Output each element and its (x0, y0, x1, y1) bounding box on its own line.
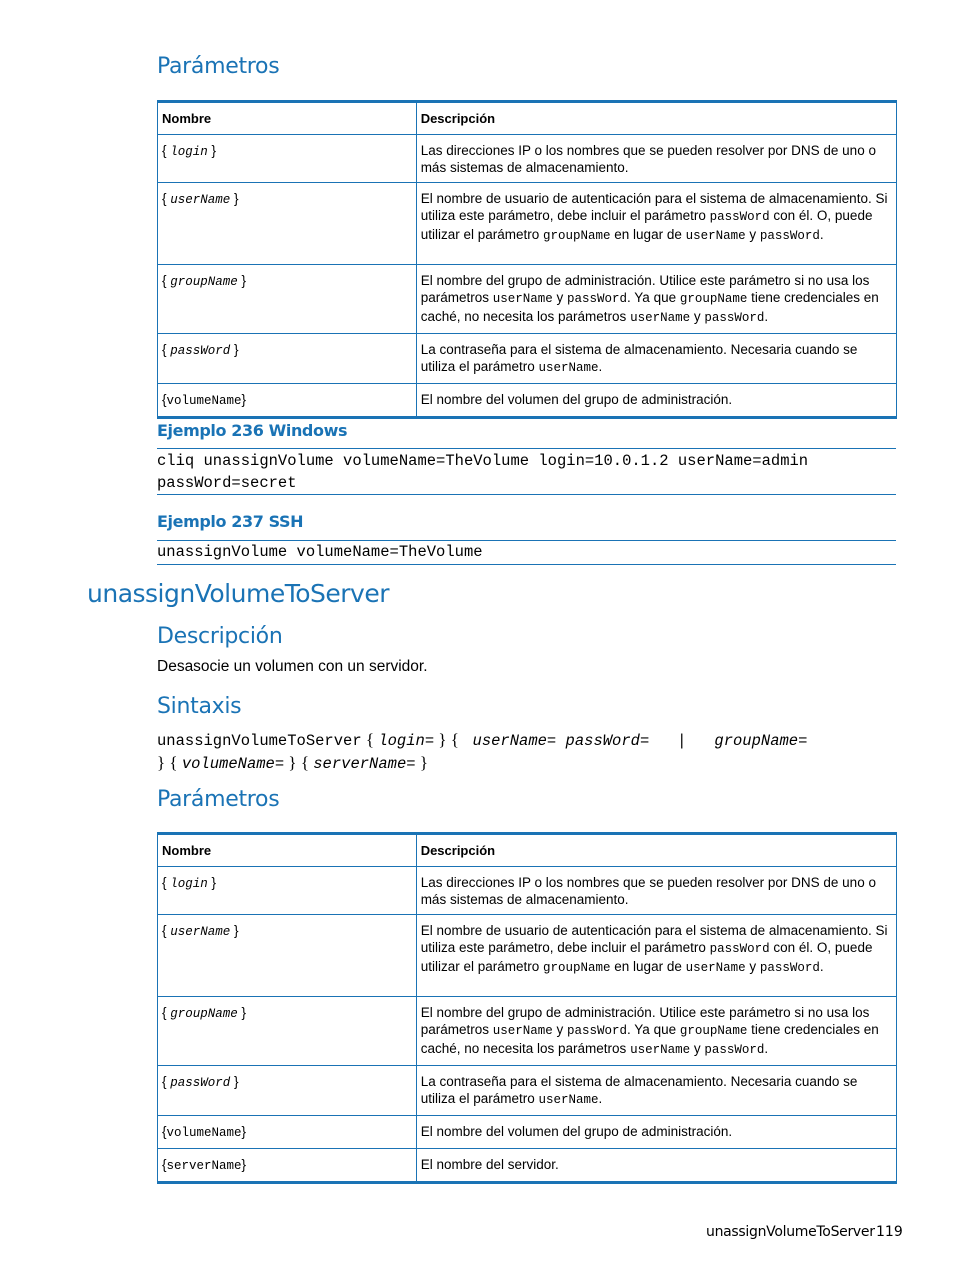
command-title: unassignVolumeToServer (87, 579, 390, 608)
table-row (158, 1149, 897, 1183)
param-desc: El nombre de usuario de autenticación para el sistema de almacenamiento. Si utiliza este parámetro, debe incluir el parámetro passWord con él. O, puede utilizar el parámetro groupName en lugar de userName y passWord. (416, 915, 896, 997)
description-text: Desasocie un volumen con un servidor. (157, 658, 428, 675)
table-row (158, 867, 897, 915)
divider (157, 564, 896, 565)
param-name: { login } (158, 867, 417, 915)
example-237-code: unassignVolume volumeName=TheVolume (157, 543, 483, 561)
table-header-row (158, 834, 897, 867)
param-desc: El nombre de usuario de autenticación para el sistema de almacenamiento. Si utiliza este parámetro, debe incluir el parámetro passWord con él. O, puede utilizar el parámetro groupName en lugar de userName y passWord. (416, 183, 896, 265)
col-header-name: Nombre (158, 102, 417, 135)
col-header-desc: Descripción (416, 102, 896, 135)
description-heading: Descripción (157, 624, 283, 649)
example-236-code: cliq unassignVolume volumeName=TheVolume login=10.0.1.2 userName=admin passWord=secret (157, 452, 809, 492)
table-row (158, 265, 897, 334)
example-236-label: Ejemplo 236 Windows (157, 421, 348, 440)
col-header-desc: Descripción (416, 834, 896, 867)
table-row (158, 1066, 897, 1116)
param-name: { groupName } (158, 997, 417, 1066)
param-desc: La contraseña para el sistema de almacenamiento. Necesaria cuando se utiliza el parámetro userName. (416, 334, 896, 384)
param-name: {volumeName} (158, 1116, 417, 1149)
table-row (158, 183, 897, 265)
table-row (158, 915, 897, 997)
table-row (158, 135, 897, 183)
params-heading: Parámetros (157, 54, 280, 79)
param-desc: Las direcciones IP o los nombres que se pueden resolver por DNS de uno o más sistemas de almacenamiento. (416, 867, 896, 915)
param-desc: La contraseña para el sistema de almacenamiento. Necesaria cuando se utiliza el parámetro userName. (416, 1066, 896, 1116)
syntax-block: unassignVolumeToServer { login= } { userName= passWord= | groupName= } { volumeName= } { serverName= } (157, 730, 808, 773)
col-header-name: Nombre (158, 834, 417, 867)
param-name: { passWord } (158, 1066, 417, 1116)
table-row (158, 1116, 897, 1149)
param-name: { login } (158, 135, 417, 183)
table-row (158, 384, 897, 418)
footer-running-title: unassignVolumeToServer (706, 1224, 875, 1240)
example-237-label: Ejemplo 237 SSH (157, 512, 304, 531)
params-table-2 (157, 832, 897, 1184)
syntax-heading: Sintaxis (157, 694, 242, 719)
param-name: { userName } (158, 183, 417, 265)
param-desc: El nombre del volumen del grupo de administración. (416, 384, 896, 418)
param-name: { groupName } (158, 265, 417, 334)
param-desc: El nombre del grupo de administración. Utilice este parámetro si no usa los parámetros userName y passWord. Ya que groupName tiene credenciales en caché, no necesita los parámetros userName y passWord. (416, 265, 896, 334)
table-row (158, 334, 897, 384)
table-row (158, 997, 897, 1066)
param-desc: Las direcciones IP o los nombres que se pueden resolver por DNS de uno o más sistemas de almacenamiento. (416, 135, 896, 183)
param-desc: El nombre del volumen del grupo de administración. (416, 1116, 896, 1149)
param-name: {volumeName} (158, 384, 417, 418)
param-name: {serverName} (158, 1149, 417, 1183)
param-desc: El nombre del servidor. (416, 1149, 896, 1183)
param-name: { passWord } (158, 334, 417, 384)
params-heading-2: Parámetros (157, 787, 280, 812)
param-name: { userName } (158, 915, 417, 997)
divider (157, 494, 896, 495)
table-header-row (158, 102, 897, 135)
param-desc: El nombre del grupo de administración. Utilice este parámetro si no usa los parámetros userName y passWord. Ya que groupName tiene credenciales en caché, no necesita los parámetros userName y passWord. (416, 997, 896, 1066)
divider (157, 448, 896, 449)
params-table-1 (157, 100, 897, 419)
page-number: 119 (876, 1224, 903, 1240)
